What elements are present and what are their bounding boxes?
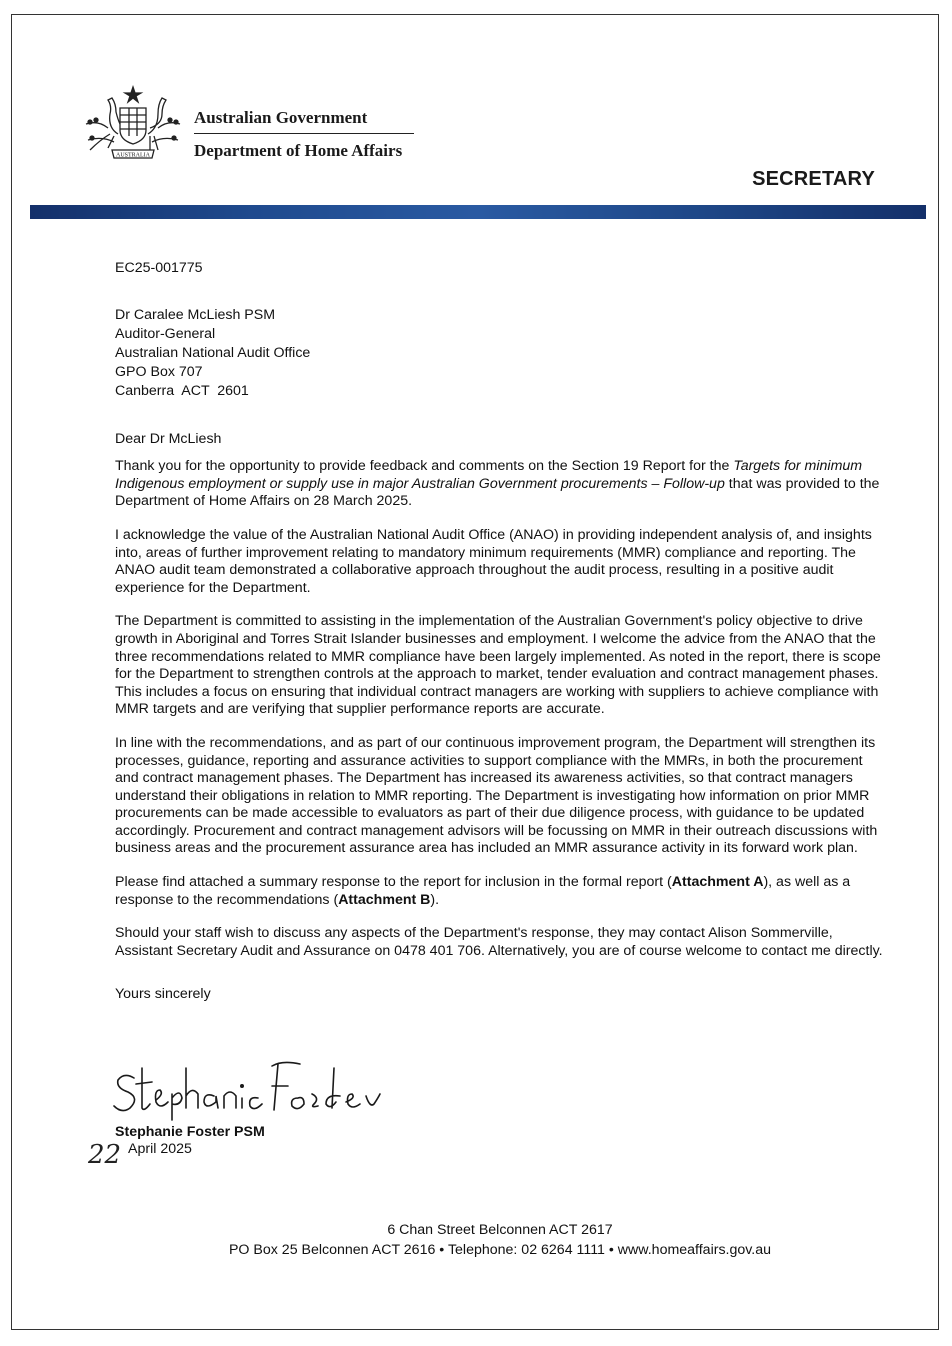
- closing: Yours sincerely: [115, 986, 211, 1003]
- report-title: Targets for minimum Indigenous employment or supply use in major Australian Government procurements – Follow-up: [115, 458, 863, 492]
- paragraph-5: [115, 874, 890, 909]
- handwritten-day: 22: [88, 1140, 122, 1170]
- paragraph-5-text-middle: ), as well as a response to the recommendations (: [115, 874, 851, 908]
- letterhead-band: [30, 205, 926, 219]
- paragraph-4: In line with the recommendations, and as part of our continuous improvement program, the Department will strengthen its processes, guidance, reporting and assurance activities to support compliance with the MMRs, in both the procurement and contract management phases. The Department has increased its awareness activities, so that contract managers understand their obligations in relation to MMR reporting. The Department is investigating how information on prior MMR procurements can be made accessible to evaluators as part of their due diligence process, with guidance to be updated accordingly. Procurement and contract management advisors will be focussing on MMR in their outreach discussions with business areas and the procurement assurance area has included an MMR assurance activity in its forward work plan.: [115, 734, 878, 857]
- paragraph-3: The Department is committed to assisting in the implementation of the Australian Government's policy objective to drive growth in Aboriginal and Torres Strait Islander businesses and employment. I welcome the advice from the ANAO that the three recommendations related to MMR compliance have been largely implemented. As noted in the report, there is scope for the Department to strengthen controls at the approach to market, tender evaluation and contract management phases. This includes a focus on ensuring that individual contract managers are working with suppliers to achieve compliance with MMR targets and are verifying that supplier performance reports are accurate.: [115, 613, 881, 718]
- letter-footer: [0, 1220, 952, 1260]
- government-name: Australian Government: [194, 108, 368, 127]
- letter-body: [115, 260, 890, 1008]
- attachment-a: Attachment A: [671, 874, 764, 891]
- department-name: Department of Home Affairs: [194, 141, 403, 160]
- paragraph-2: I acknowledge the value of the Australian National Audit Office (ANAO) in providing independent analysis of, and insights into, areas of further improvement relating to mandatory minimum requirements (MMR) compliance and reporting. The ANAO audit team demonstrated a collaborative approach throughout the audit process, resulting in a positive audit experience for the Department.: [115, 526, 872, 596]
- handwritten-signature: [112, 1058, 402, 1122]
- recipient-title: Auditor-General: [115, 325, 216, 342]
- coat-of-arms-logo: [78, 84, 188, 166]
- letterhead-divider: [194, 133, 414, 134]
- recipient-po-box: GPO Box 707: [115, 363, 203, 380]
- footer-street-address: 6 Chan Street Belconnen ACT 2617: [387, 1222, 613, 1238]
- letter-date: April 2025: [128, 1141, 192, 1157]
- recipient-address: [115, 306, 890, 401]
- recipient-name: Dr Caralee McLiesh PSM: [115, 306, 276, 323]
- paragraph-6: Should your staff wish to discuss any aspects of the Department's response, they may contact Alison Sommerville, Assistant Secretary Audit and Assurance on 0478 401 706. Alternatively, you are of course welcome to contact me directly.: [115, 925, 883, 959]
- paragraph-1-text: Thank you for the opportunity to provide feedback and comments on the Section 19 Report for the: [115, 458, 734, 475]
- recipient-organisation: Australian National Audit Office: [115, 344, 311, 361]
- paragraph-5-text-end: ).: [430, 891, 440, 908]
- office-heading: SECRETARY: [752, 168, 875, 190]
- attachment-b: Attachment B: [338, 891, 431, 908]
- letterhead-title: [194, 107, 418, 162]
- reference-number: EC25-001775: [115, 260, 203, 276]
- signatory-name: Stephanie Foster PSM: [115, 1124, 265, 1140]
- salutation: Dear Dr McLiesh: [115, 430, 222, 447]
- footer-contact-details: PO Box 25 Belconnen ACT 2616 • Telephone: 02 6264 1111 • www.homeaffairs.gov.au: [228, 1242, 772, 1258]
- paragraph-5-text: Please find attached a summary response to the report for inclusion in the formal report (: [115, 874, 672, 891]
- recipient-city: Canberra ACT 2601: [115, 382, 249, 399]
- crest-scroll-text: AUSTRALIA: [116, 152, 150, 159]
- paragraph-1: [115, 458, 890, 511]
- paragraph-1-text-end: that was provided to the Department of Home Affairs on 28 March 2025.: [115, 475, 880, 510]
